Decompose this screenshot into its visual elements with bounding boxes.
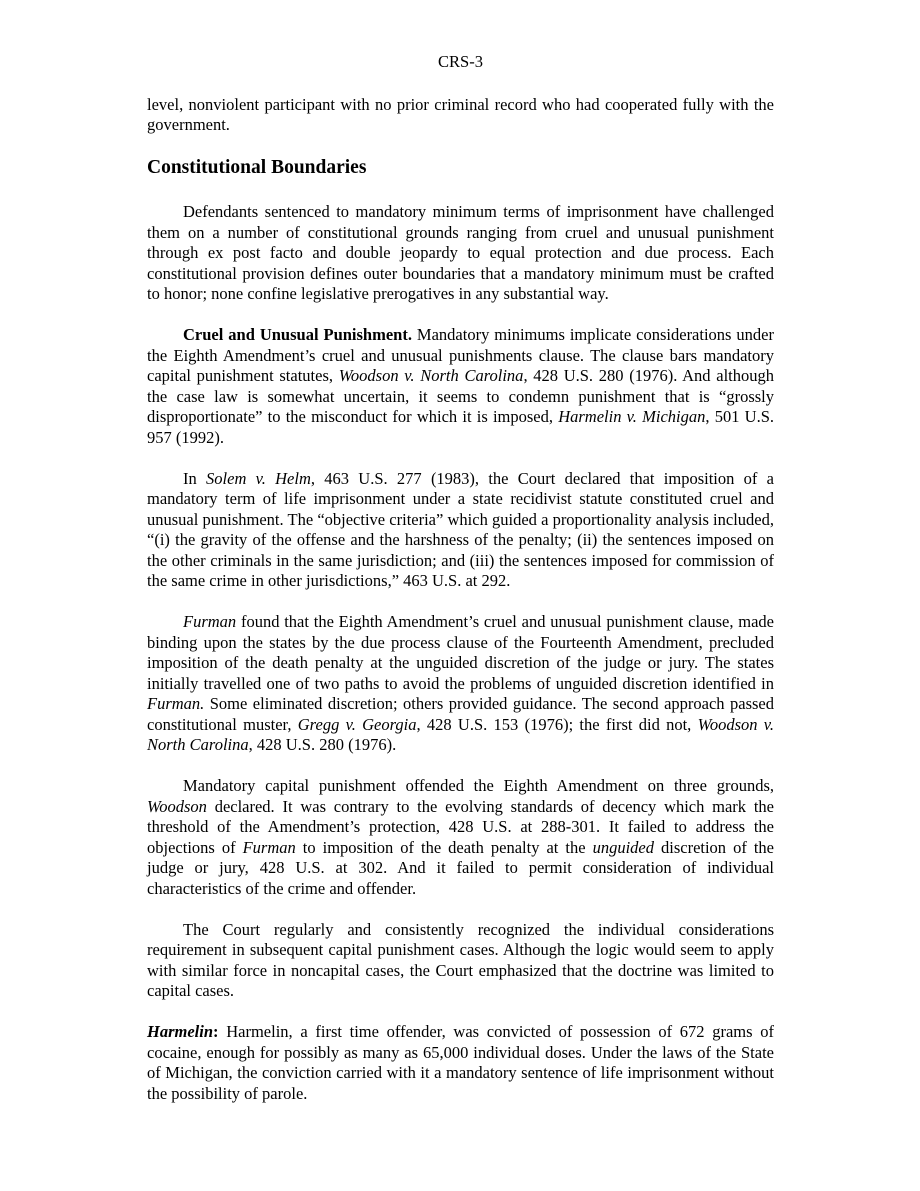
section-heading: Constitutional Boundaries [147,157,367,178]
case-citation: Woodson v. North Carolina [147,714,774,754]
emphasis: unguided [592,837,654,857]
case-citation: Solem v. Helm [206,468,311,488]
text-run: discretion of the judge or jury, 428 U.S. at 302. And it failed to permit consideration of individual characteristics of the crime and offender. [147,837,774,898]
paragraph-furman [147,612,774,756]
paragraph-solem [147,469,774,592]
document-page [147,52,774,1125]
run-in-heading: Harmelin [147,1022,214,1041]
text-run: Some eliminated discretion; others provided guidance. The second approach passed constitutional muster, [147,694,774,734]
paragraph-woodson [147,776,774,899]
case-citation: Woodson v. North Carolina [338,366,524,385]
case-citation: Harmelin v. Michigan [558,407,706,426]
paragraph-cruel-unusual [147,325,774,448]
text-run: , 463 U.S. 277 (1983), the Court declared that imposition of a mandatory term of life imprisonment under a state recidivist statute constituted cruel and unusual punishment. The “objective criteria” which guided a proportionality analysis included, “(i) the gravity of the offense and the harshness of the penalty; (ii) the sentences imposed on the other criminals in the same jurisdiction; and (iii) the sentences imposed for commission of the same crime in other jurisdictions,” 463 U.S. at 292. [147,468,774,590]
case-citation: Furman. [147,694,205,713]
text-run: , 501 U.S. 957 (1992). [147,407,774,447]
paragraph-individual-considerations: The Court regularly and consistently recognized the individual considerations requirement in subsequent capital punishment cases. Although the logic would seem to apply with similar force in noncapital cases, the Court emphasized that the doctrine was limited to capital cases. [147,919,774,1000]
run-in-colon: : [213,1022,219,1041]
text-run: Mandatory minimums implicate considerations under the Eighth Amendment’s cruel and unusual punishments clause. The clause bars mandatory capital punishment statutes, [147,325,774,385]
case-citation: Furman [183,612,237,631]
case-citation: Gregg v. Georgia [297,714,417,734]
text-run: In [183,468,207,488]
run-in-heading: Cruel and Unusual Punishment. [183,325,412,344]
text-run: declared. It was contrary to the evolving standards of decency which mark the threshold of the Amendment’s protection, 428 U.S. at 288-301. It failed to address the objections of [147,796,774,857]
page-header: CRS-3 [438,52,483,71]
text-run: Mandatory capital punishment offended the Eighth Amendment on three grounds, [183,776,774,795]
case-citation: Furman [242,837,296,857]
text-run: Harmelin, a first time offender, was convicted of possession of 672 grams of cocaine, enough for possibly as many as 65,000 individual doses. Under the laws of the State of Michigan, the conviction carried with it a mandatory sentence of life imprisonment without the possibility of parole. [147,1022,774,1103]
paragraph-intro: Defendants sentenced to mandatory minimum terms of imprisonment have challenged them on a number of constitutional grounds ranging from cruel and unusual punishment through ex post facto and double jeopardy to equal protection and due process. Each constitutional provision defines outer boundaries that a mandatory minimum must be crafted to honor; none confine legislative prerogatives in any substantial way. [147,202,774,303]
text-run: , 428 U.S. 280 (1976). [248,735,397,754]
text-run: , 428 U.S. 280 (1976). And although the case law is somewhat uncertain, it seems to condemn punishment that is “grossly disproportionate” to the misconduct for which it is imposed, [147,366,774,426]
text-run: found that the Eighth Amendment’s cruel and unusual punishment clause, made binding upon the states by the due process clause of the Fourteenth Amendment, precluded imposition of the death penalty at the unguided discretion of the judge or jury. The states initially travelled one of two paths to avoid the problems of unguided discretion identified in [147,612,774,693]
text-run: to imposition of the death penalty at the [295,837,593,857]
paragraph-harmelin [147,1022,774,1104]
text-run: , 428 U.S. 153 (1976); the first did not, [416,714,698,734]
paragraph-continuation: level, nonviolent participant with no prior criminal record who had cooperated fully with the government. [147,94,774,134]
case-citation: Woodson [147,796,207,816]
